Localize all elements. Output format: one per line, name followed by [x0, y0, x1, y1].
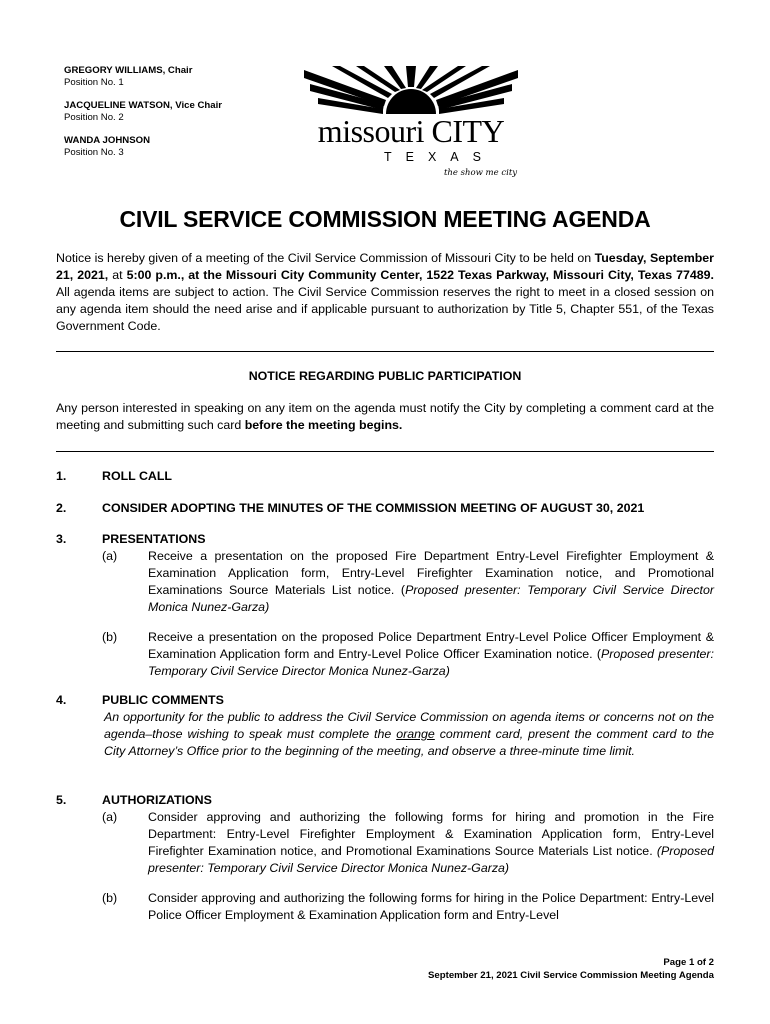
meeting-notice	[56, 250, 714, 335]
divider	[56, 351, 714, 352]
item-title: ROLL CALL	[102, 469, 172, 483]
sub-item-text: Consider approving and authorizing the following forms for hiring in the Police Department: Entry-Level Police Officer Employment & Examination Application form and Entry-Level	[148, 891, 714, 922]
commissioner-position: Position No. 3	[64, 147, 124, 158]
item-title: CONSIDER ADOPTING THE MINUTES OF THE COMMISSION MEETING OF AUGUST 30, 2021	[102, 501, 645, 515]
item-number: 2.	[56, 501, 67, 515]
item-number: 3.	[56, 532, 67, 546]
missouri-city-logo	[300, 66, 522, 184]
page-number: Page 1 of 2	[663, 957, 714, 968]
commissioner-entry	[64, 65, 284, 89]
item-title: AUTHORIZATIONS	[102, 793, 212, 807]
notice-date: Tuesday, September 21, 2021,	[56, 251, 714, 282]
logo-state: TEXAS	[384, 150, 495, 164]
page-footer	[428, 956, 714, 982]
public-participation-heading: NOTICE REGARDING PUBLIC PARTICIPATION	[248, 369, 522, 383]
logo-tagline: the show me city	[444, 168, 518, 178]
sub-item-letter: (b)	[102, 891, 118, 905]
notice-time-location: 5:00 p.m., at the Missouri City Community Center, 1522 Texas Parkway, Missouri City, Texas 77489.	[126, 268, 714, 282]
item-number: 5.	[56, 793, 67, 807]
commissioner-entry	[64, 135, 284, 159]
description-text: comment card, present the comment card to the City Attorney’s Office prior to the beginning of the meeting, and observe a three-minute time limit.	[104, 727, 714, 758]
commissioner-position: Position No. 1	[64, 77, 124, 88]
divider	[56, 451, 714, 452]
sub-item-letter: (a)	[102, 549, 118, 563]
sub-item-body: Receive a presentation on the proposed Fire Department Entry-Level Firefighter Employment & Examination Application form, Entry-Level Firefighter Examination notice, and Promotional Examinations Source Materials List notice. (	[148, 549, 714, 597]
participation-text: Any person interested in speaking on any item on the agenda must notify the City by completing a comment card at the meeting and submitting such card	[56, 401, 714, 432]
public-participation-text	[56, 400, 714, 434]
item-number: 4.	[56, 693, 67, 707]
sub-item-letter: (b)	[102, 630, 118, 644]
notice-text: at	[108, 268, 127, 282]
commissioner-name: JACQUELINE WATSON, Vice Chair	[64, 100, 222, 111]
orange-card-emphasis: orange	[396, 727, 435, 741]
notice-text: Notice is hereby given of a meeting of the Civil Service Commission of Missouri City to be held on	[56, 251, 595, 265]
commissioner-entry	[64, 100, 284, 124]
commissioner-list	[64, 65, 284, 170]
item-description	[104, 709, 714, 760]
footer-caption: September 21, 2021 Civil Service Commission Meeting Agenda	[428, 970, 714, 981]
description-text: An opportunity for the public to address the Civil Service Commission on agenda items or concerns not on the agenda–those wishing to speak must complete the	[104, 710, 714, 741]
logo-wordmark: missouri CITY	[317, 113, 505, 149]
sub-item-text	[148, 809, 714, 877]
presenter-note: (Proposed presenter: Temporary Civil Service Director Monica Nunez-Garza)	[148, 844, 714, 875]
item-number: 1.	[56, 469, 67, 483]
presenter-note: Proposed presenter: Temporary Civil Service Director Monica Nunez-Garza)	[148, 647, 714, 678]
participation-emphasis: before the meeting begins.	[244, 418, 403, 432]
sub-item-body: Receive a presentation on the proposed Police Department Entry-Level Police Officer Employment & Examination Application form and Entry-Level Police Officer Examination notice. (	[148, 630, 714, 661]
sunrise-icon	[300, 66, 522, 116]
sub-item-letter: (a)	[102, 810, 118, 824]
commissioner-name: GREGORY WILLIAMS, Chair	[64, 65, 193, 76]
sub-item-text	[148, 548, 714, 616]
commissioner-position: Position No. 2	[64, 112, 124, 123]
item-title: PRESENTATIONS	[102, 532, 206, 546]
sub-item-body: Consider approving and authorizing the following forms for hiring and promotion in the Fire Department: Entry-Level Firefighter Employment & Examination Application form, Entry-Level Firefighter Examination notice, and Promotional Examinations Source Materials List notice.	[148, 810, 714, 858]
notice-text: All agenda items are subject to action. The Civil Service Commission reserves the right to meet in a closed session on any agenda item should the need arise and if applicable pursuant to authorization by Title 5, Chapter 551, of the Texas Government Code.	[56, 285, 714, 333]
item-title: PUBLIC COMMENTS	[102, 693, 224, 707]
presenter-note: Proposed presenter: Temporary Civil Service Director Monica Nunez-Garza)	[148, 583, 714, 614]
commissioner-name: WANDA JOHNSON	[64, 135, 150, 146]
page-title: CIVIL SERVICE COMMISSION MEETING AGENDA	[119, 206, 651, 232]
sub-item-text	[148, 629, 714, 680]
